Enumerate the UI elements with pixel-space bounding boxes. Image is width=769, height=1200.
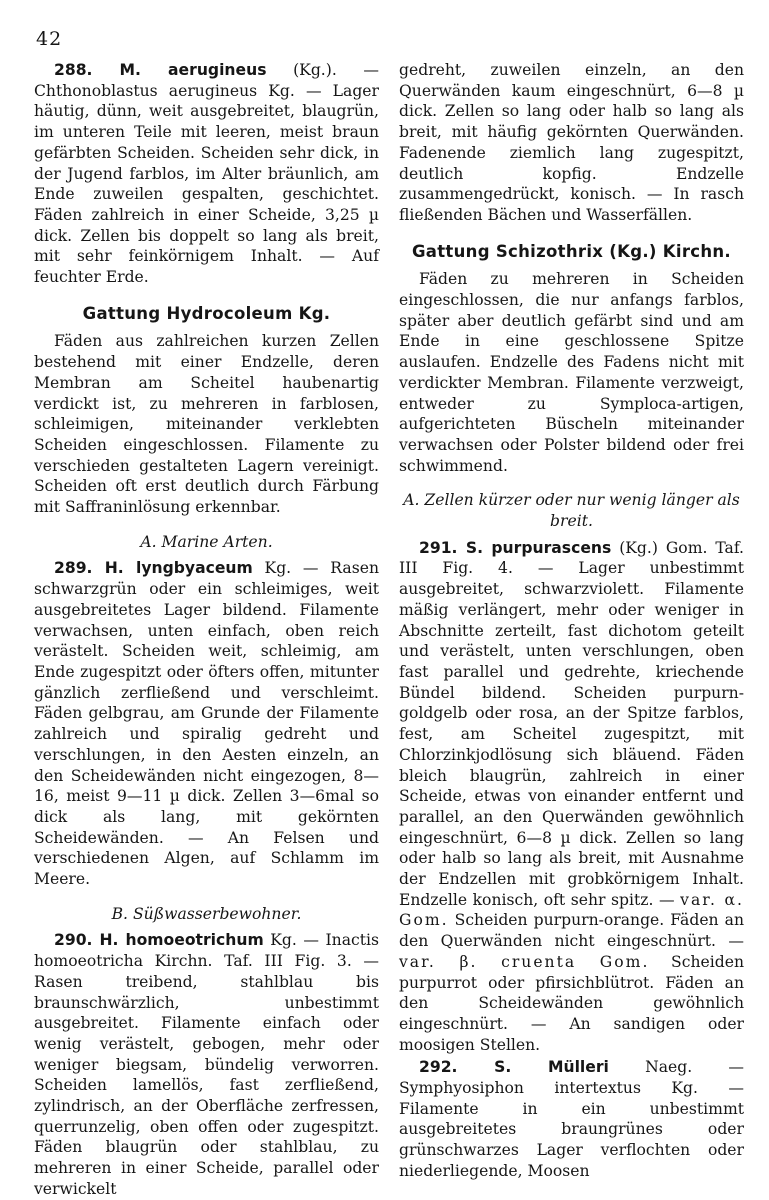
left-column	[34, 60, 379, 1200]
entry-291-text: (Kg.) Gom. Taf. III Fig. 4. — Lager unbestimmt ausgebreitet, schwarzviolett. Filamente mäßig verlängert, mehr oder weniger in Abschnitte zerteilt, fast dichotom geteilt und verästelt, unten verschlungen, oben fast parallel und gedrehte, kriechende Bündel bildend. Scheiden purpurn-goldgelb oder rosa, an der Spitze farblos, fest, am Scheitel zugespitzt, mit Chlorzinkjodlösung sich bläuend. Fäden bleich blaugrün, zahlreich in einer Scheide, etwas von einander entfernt und parallel, an den Querwänden gewöhnlich eingeschnürt, 6—8 µ dick. Zellen so lang oder halb so lang als breit, mit Ausnahme der Endzellen mit grobkörnigem Inhalt. Endzelle konisch, oft sehr spitz. —	[399, 538, 745, 909]
variety-beta-label: var. β. cruenta Gom.	[399, 952, 650, 971]
entry-291	[399, 538, 744, 1056]
species-heading-290: 290. H. homoeotrichum	[54, 931, 264, 950]
entry-290	[34, 930, 379, 1199]
species-heading-292: 292. S. Mülleri	[419, 1058, 609, 1077]
entry-288	[34, 60, 379, 288]
section-heading-marine: A. Marine Arten.	[140, 532, 273, 551]
section-heading-short-cells: A. Zellen kürzer oder nur wenig länger als breit.	[403, 491, 740, 531]
entry-290-text: Kg. — Inactis homoeotricha Kirchn. Taf. III Fig. 3. — Rasen treibend, stahlblau bis braunschwärzlich, unbestimmt ausgebreitet. Filamente einfach oder wenig verästelt, gebogen, mehr oder weniger biegsam, bündelig verworren. Scheiden lamellös, fast zerfließend, zylindrisch, an der Oberfläche zerfressen, querrunzelig, oben offen oder zugespitzt. Fäden blaugrün oder stahlblau, zu mehreren in einer Scheide, parallel oder verwickelt	[34, 931, 379, 1198]
species-heading-291: 291. S. purpurascens	[419, 538, 612, 557]
page-number: 42	[36, 28, 63, 50]
entry-289	[34, 558, 379, 889]
genus-heading-schizothrix: Gattung Schizothrix (Kg.) Kirchn.	[411, 241, 732, 261]
entry-292	[399, 1057, 744, 1181]
species-heading-289: 289. H. lyngbyaceum	[54, 559, 253, 578]
section-heading-freshwater: B. Süßwasserbewohner.	[111, 904, 302, 923]
variety-beta-text: Scheiden purpurrot oder pfirsichblütrot. Fäden an den Scheidewänden gewöhnlich eingeschnürt. — An sandigen oder moosigen Stellen.	[399, 952, 744, 1054]
variety-alpha-label: var. α. Gom.	[399, 890, 745, 930]
entry-288-text: (Kg.). — Chthonoblastus aerugineus Kg. — Lager häutig, dünn, weit ausgebreitet, blaugrün, im unteren Teile mit leeren, meist braun gefärbten Scheiden. Scheiden sehr dick, in der Jugend farblos, im Alter bräunlich, am Ende zuweilen gespalten, geschichtet. Fäden zahlreich in einer Scheide, 3,25 µ dick. Zellen bis doppelt so lang als breit, mit sehr feinkörnigem Inhalt. — Auf feuchter Erde.	[34, 61, 379, 287]
variety-alpha-text: Scheiden purpurn-orange. Fäden an den Querwänden nicht eingeschnürt. —	[399, 911, 744, 951]
species-heading-288: 288. M. aerugineus	[54, 61, 267, 79]
genus-heading-hydrocoleum: Gattung Hydrocoleum Kg.	[82, 303, 331, 323]
right-column	[399, 60, 744, 1182]
entry-289-text: Kg. — Rasen schwarzgrün oder ein schleimiges, weit ausgebreitetes Lager bildend. Filamente verwachsen, unten einfach, oben reich verästelt. Scheiden weit, schleimig, am Ende zugespitzt oder öfters offen, mitunter gänzlich zerfließend und verschleimt. Fäden gelbgrau, am Grunde der Filamente zahlreich und spiralig gedreht und verschlungen, in den Aesten einzeln, an den Scheidewänden nicht eingezogen, 8—16, meist 9—11 µ dick. Zellen 3—6mal so dick als lang, mit gekörnten Scheidewänden. — An Felsen und verschiedenen Algen, auf Schlamm im Meere.	[34, 559, 379, 889]
genus-description-hydrocoleum: Fäden aus zahlreichen kurzen Zellen bestehend mit einer Endzelle, deren Membran am Scheitel haubenartig verdickt ist, zu mehreren in farblosen, schleimigen, miteinander verklebten Scheiden eingeschlossen. Filamente zu verschieden gestalteten Lagern vereinigt. Scheiden oft erst deutlich durch Färbung mit Saffraninlösung erkennbar.	[34, 332, 379, 517]
genus-description-schizothrix: Fäden zu mehreren in Scheiden eingeschlossen, die nur anfangs farblos, später aber deutlich gefärbt sind und am Ende in eine geschlossene Spitze auslaufen. Endzelle des Fadens nicht mit verdickter Membran. Filamente verzweigt, entweder zu Symploca-artigen, aufgerichteten Büscheln miteinander verwachsen oder Polster bildend oder frei schwimmend.	[399, 270, 744, 475]
entry-290-continuation: gedreht, zuweilen einzeln, an den Querwänden kaum eingeschnürt, 6—8 µ dick. Zellen so lang oder halb so lang als breit, mit häufig gekörnten Querwänden. Fadenende ziemlich lang zugespitzt, deutlich kopfig. Endzelle zusammengedrückt, konisch. — In rasch fließenden Bächen und Wasserfällen.	[399, 61, 744, 224]
entry-292-text: Naeg. — Symphyosiphon intertextus Kg. — Filamente in ein unbestimmt ausgebreitetes braungrünes oder grünschwarzes Lager verflochten oder niederliegende, Moosen	[399, 1058, 744, 1180]
